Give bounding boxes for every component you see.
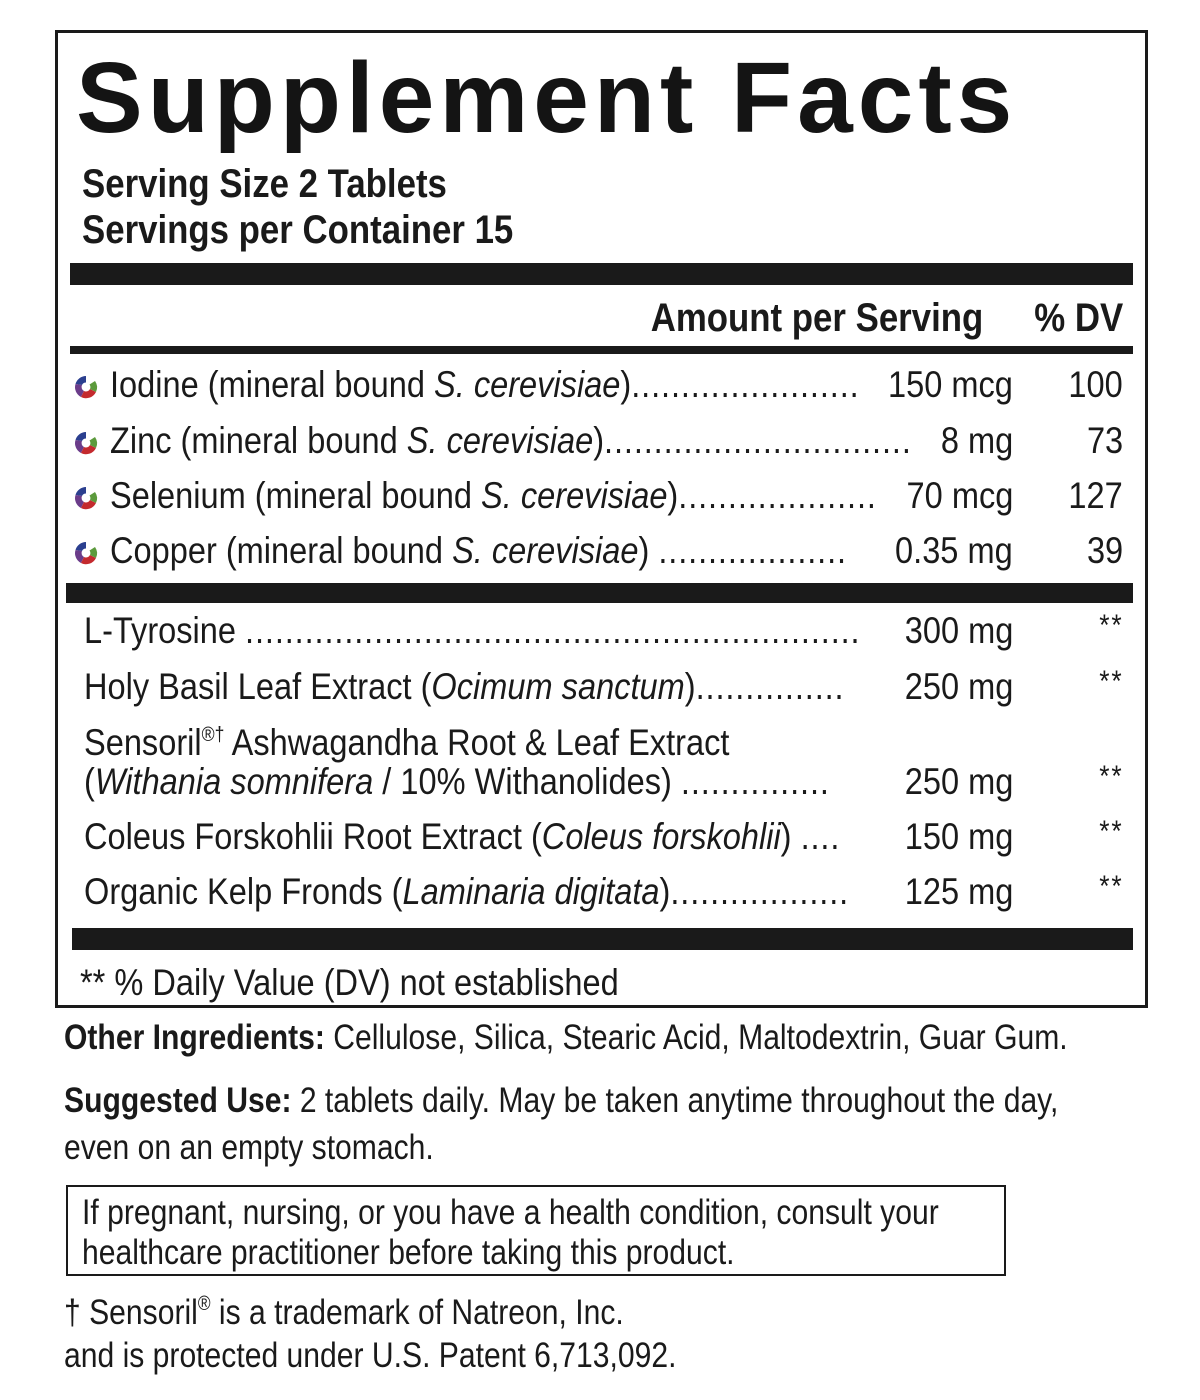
trademark-notice: † Sensoril® is a trademark of Natreon, Inc. [64, 1293, 624, 1332]
ingredient-dv: ** [1098, 760, 1123, 793]
ingredient-amount: 150 mg [904, 816, 1013, 857]
ingredient-amount: 250 mg [904, 666, 1013, 707]
patent-notice: and is protected under U.S. Patent 6,713,092. [64, 1336, 677, 1375]
ingredient-name: Coleus Forskohlii Root Extract (Coleus forskohlii) .... [84, 816, 841, 857]
mineral-row-zinc [58, 419, 1145, 467]
ingredient-dv: ** [1098, 870, 1123, 903]
ingredient-row-l-tyrosine [58, 609, 1145, 657]
ingredient-amount: 300 mg [904, 610, 1013, 651]
ingredient-name: Sensoril®† Ashwagandha Root & Leaf Extract [84, 722, 730, 763]
serving-size: Serving Size 2 Tablets [82, 162, 447, 206]
mineral-dv: 73 [1086, 420, 1123, 461]
ingredient-name-continued: (Withania somnifera / 10% Withanolides) ............... [84, 761, 830, 802]
mineral-amount: 150 mcg [888, 364, 1013, 405]
mineral-row-copper [58, 529, 1145, 577]
ingredient-name: Holy Basil Leaf Extract (Ocimum sanctum)............... [84, 666, 845, 707]
ingredient-row-kelp [58, 870, 1145, 918]
mineral-dv: 100 [1068, 364, 1123, 405]
ingredient-name: Organic Kelp Fronds (Laminaria digitata).................. [84, 871, 850, 912]
warning-line-2: healthcare practitioner before taking this product. [82, 1233, 735, 1272]
amount-per-serving-header: Amount per Serving [650, 296, 983, 340]
mineral-bound-icon [72, 429, 100, 457]
servings-per-container: Servings per Container 15 [82, 208, 514, 252]
mineral-name: Iodine (mineral bound S. cerevisiae)....................... [110, 364, 860, 405]
ingredient-amount: 250 mg [904, 761, 1013, 802]
suggested-use-continued: even on an empty stomach. [64, 1128, 434, 1167]
ingredient-row-holy-basil [58, 665, 1145, 713]
ingredient-dv: ** [1098, 665, 1123, 698]
suggested-use: Suggested Use: 2 tablets daily. May be taken anytime throughout the day, [64, 1081, 1059, 1120]
mineral-bound-icon [72, 539, 100, 567]
warning-box [66, 1185, 1006, 1276]
header-divider [70, 346, 1133, 354]
mineral-amount: 70 mcg [906, 475, 1013, 516]
ingredient-amount: 125 mg [904, 871, 1013, 912]
ingredient-dv: ** [1098, 815, 1123, 848]
ingredient-name: L-Tyrosine .............................................................. [84, 610, 861, 651]
mineral-row-selenium [58, 474, 1145, 522]
percent-dv-header: % DV [1034, 296, 1123, 340]
mineral-amount: 8 mg [940, 420, 1013, 461]
mineral-name: Copper (mineral bound S. cerevisiae) ................... [110, 530, 847, 571]
mineral-dv: 39 [1086, 530, 1123, 571]
mineral-amount: 0.35 mg [895, 530, 1013, 571]
supplement-facts-panel [55, 30, 1148, 1008]
thick-divider-top [70, 263, 1133, 285]
warning-line-1: If pregnant, nursing, or you have a health condition, consult your [82, 1193, 939, 1232]
other-ingredients: Other Ingredients: Cellulose, Silica, Stearic Acid, Maltodextrin, Guar Gum. [64, 1018, 1068, 1057]
mineral-name: Zinc (mineral bound S. cerevisiae)............................... [110, 420, 912, 461]
mineral-bound-icon [72, 484, 100, 512]
mineral-bound-icon [72, 373, 100, 401]
ingredient-dv: ** [1098, 609, 1123, 642]
ingredient-row-coleus [58, 815, 1145, 863]
thick-divider-bottom [72, 928, 1133, 950]
mineral-name: Selenium (mineral bound S. cerevisiae).................... [110, 475, 877, 516]
thick-divider-middle [66, 583, 1133, 603]
dv-footnote: ** % Daily Value (DV) not established [80, 962, 619, 1003]
mineral-dv: 127 [1068, 475, 1123, 516]
ingredient-row-ashwagandha-line2 [58, 760, 1145, 808]
mineral-row-iodine [58, 363, 1145, 411]
panel-title: Supplement Facts [76, 42, 1018, 154]
